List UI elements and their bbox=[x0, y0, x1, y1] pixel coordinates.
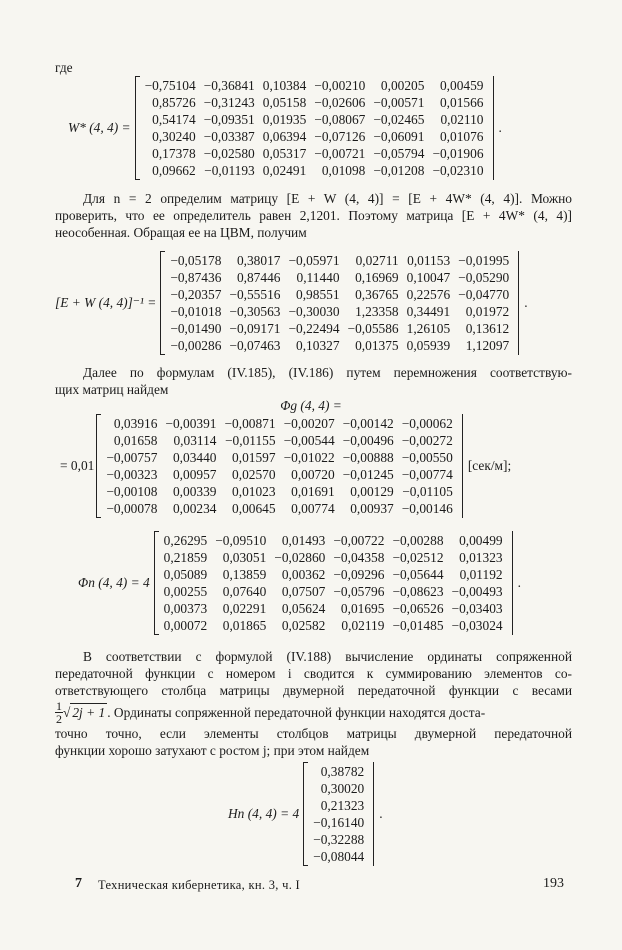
matrix-cell: 0,01023 bbox=[232, 484, 276, 499]
matrix-cell: −0,03024 bbox=[451, 618, 503, 633]
matrix-cell: 0,01076 bbox=[439, 129, 484, 144]
matrix-cell: −0,55516 bbox=[229, 287, 281, 302]
matrix-cell: 0,34491 bbox=[406, 304, 451, 319]
matrix-cell: 0,09662 bbox=[152, 163, 196, 178]
matrix-row bbox=[102, 415, 456, 432]
vector-cell: −0,32288 bbox=[313, 832, 365, 847]
matrix-table bbox=[141, 77, 488, 179]
matrix-cell: −0,01022 bbox=[283, 450, 335, 465]
matrix-cell: 0,13859 bbox=[222, 567, 267, 582]
matrix-cell: −0,00108 bbox=[106, 484, 158, 499]
matrix-cell: 0,00339 bbox=[172, 484, 217, 499]
vector-row bbox=[309, 831, 368, 848]
matrix-cell: −0,01490 bbox=[170, 321, 222, 336]
vector-row bbox=[309, 763, 368, 780]
matrix-cell: 0,17378 bbox=[152, 146, 196, 161]
matrix-cell: 0,03440 bbox=[172, 450, 217, 465]
matrix-cell: 0,02711 bbox=[355, 253, 399, 268]
matrix-cell: −0,02860 bbox=[274, 550, 326, 565]
matrix-table bbox=[102, 415, 456, 517]
matrix-cell: 0,01375 bbox=[355, 338, 399, 353]
matrix-brackets bbox=[96, 414, 462, 518]
matrix-cell: −0,87436 bbox=[170, 270, 222, 285]
matrix-cell: −0,09171 bbox=[229, 321, 281, 336]
matrix-cell: 0,00072 bbox=[163, 618, 208, 633]
vector-row bbox=[309, 797, 368, 814]
matrix-cell: −0,00323 bbox=[106, 467, 158, 482]
matrix-cell: −0,01018 bbox=[170, 304, 222, 319]
matrix-cell: 0,00362 bbox=[281, 567, 326, 582]
matrix-cell: −0,00571 bbox=[373, 95, 425, 110]
matrix-cell: −0,22494 bbox=[288, 321, 340, 336]
matrix-row bbox=[141, 145, 488, 162]
matrix-cell: 0,00774 bbox=[291, 501, 335, 516]
matrix-row bbox=[102, 432, 456, 449]
matrix-table bbox=[166, 252, 513, 354]
matrix-cell: 0,13612 bbox=[465, 321, 510, 336]
sqrt-radicand: 2j + 1 bbox=[72, 705, 106, 720]
matrix-cell: −0,05796 bbox=[333, 584, 385, 599]
matrix-row bbox=[141, 94, 488, 111]
matrix-cell: 0,02582 bbox=[281, 618, 326, 633]
matrix-cell: −0,00493 bbox=[451, 584, 503, 599]
equation-lhs: W* (4, 4) = bbox=[68, 120, 131, 135]
matrix-cell: 0,10384 bbox=[262, 78, 307, 93]
matrix-cell: 0,03051 bbox=[222, 550, 267, 565]
vector-cell: −0,08044 bbox=[313, 849, 365, 864]
vector-row bbox=[309, 780, 368, 797]
matrix-cell: −0,01485 bbox=[392, 618, 444, 633]
matrix-cell: −0,05586 bbox=[347, 321, 399, 336]
matrix-cell: −0,00888 bbox=[342, 450, 394, 465]
matrix-cell: 0,01098 bbox=[321, 163, 366, 178]
matrix-brackets bbox=[135, 76, 494, 180]
matrix-cell: 0,02110 bbox=[440, 112, 484, 127]
matrix-cell: 0,10327 bbox=[296, 338, 340, 353]
matrix-cell: 0,22576 bbox=[406, 287, 451, 302]
equation-phi-g bbox=[60, 414, 511, 518]
matrix-cell: 0,02570 bbox=[232, 467, 276, 482]
fraction-numerator: 1 bbox=[56, 698, 62, 713]
matrix-row bbox=[160, 532, 507, 549]
matrix-cell: 1,23358 bbox=[355, 304, 399, 319]
matrix-cell: −0,02465 bbox=[373, 112, 425, 127]
matrix-cell: −0,03387 bbox=[203, 129, 255, 144]
matrix-cell: 0,85726 bbox=[152, 95, 196, 110]
matrix-cell: 0,16969 bbox=[355, 270, 399, 285]
matrix-cell: −0,09296 bbox=[333, 567, 385, 582]
matrix-cell: −0,00871 bbox=[224, 416, 276, 431]
matrix-cell: −0,20357 bbox=[170, 287, 222, 302]
matrix-row bbox=[166, 252, 513, 269]
matrix-cell: 0,05158 bbox=[262, 95, 307, 110]
text-line: В соответствии с формулой (IV.188) вычисление ординаты сопряженной bbox=[83, 649, 572, 664]
matrix-cell: 0,36765 bbox=[355, 287, 399, 302]
vector-brackets bbox=[303, 762, 374, 866]
text-line: неособенная. Обращая ее на ЦВМ, получим bbox=[55, 225, 307, 240]
matrix-cell: 0,03114 bbox=[173, 433, 217, 448]
matrix-cell: −0,31243 bbox=[203, 95, 255, 110]
matrix-cell: 0,98551 bbox=[296, 287, 340, 302]
matrix-cell: 0,03916 bbox=[113, 416, 158, 431]
matrix-cell: −0,00721 bbox=[314, 146, 366, 161]
matrix-cell: 0,01566 bbox=[439, 95, 484, 110]
text-line: функции хорошо затухают с ростом j; при этом найдем bbox=[55, 743, 370, 758]
matrix-cell: 0,11440 bbox=[296, 270, 340, 285]
text-line: Далее по формулам (IV.185), (IV.186) путем перемножения соответствую- bbox=[83, 365, 572, 380]
matrix-cell: 0,00645 bbox=[232, 501, 276, 516]
matrix-cell: 1,26105 bbox=[406, 321, 451, 336]
matrix-cell: −0,07463 bbox=[229, 338, 281, 353]
matrix-row bbox=[102, 466, 456, 483]
vector-row bbox=[309, 814, 368, 831]
matrix-row bbox=[141, 162, 488, 179]
matrix-cell: 0,02119 bbox=[341, 618, 385, 633]
matrix-cell: −0,01155 bbox=[225, 433, 276, 448]
matrix-cell: 0,05939 bbox=[406, 338, 451, 353]
matrix-cell: −0,05178 bbox=[170, 253, 222, 268]
matrix-cell: −0,01906 bbox=[432, 146, 484, 161]
matrix-row bbox=[166, 286, 513, 303]
matrix-cell: −0,03403 bbox=[451, 601, 503, 616]
matrix-table bbox=[160, 532, 507, 634]
matrix-cell: 0,01153 bbox=[407, 253, 451, 268]
matrix-cell: 0,01597 bbox=[232, 450, 276, 465]
equation-suffix: . bbox=[498, 120, 502, 135]
matrix-cell: −0,00722 bbox=[333, 533, 385, 548]
matrix-cell: 0,01972 bbox=[465, 304, 510, 319]
vector-table bbox=[309, 763, 368, 865]
equation-units: [сек/м]; bbox=[467, 458, 512, 473]
matrix-cell: −0,02606 bbox=[314, 95, 366, 110]
matrix-row bbox=[141, 111, 488, 128]
matrix-cell: 0,05624 bbox=[281, 601, 326, 616]
matrix-cell: −0,02580 bbox=[203, 146, 255, 161]
matrix-cell: 0,01323 bbox=[459, 550, 503, 565]
footer-book-title: Техническая кибернетика, кн. 3, ч. I bbox=[98, 878, 301, 892]
matrix-cell: −0,06526 bbox=[392, 601, 444, 616]
matrix-cell: 0,01493 bbox=[281, 533, 326, 548]
matrix-cell: −0,04358 bbox=[333, 550, 385, 565]
matrix-cell: 0,00129 bbox=[350, 484, 394, 499]
matrix-cell: −0,00272 bbox=[401, 433, 453, 448]
matrix-cell: 0,00205 bbox=[380, 78, 425, 93]
vector-row bbox=[309, 848, 368, 865]
vector-cell: −0,16140 bbox=[313, 815, 365, 830]
matrix-cell: −0,36841 bbox=[203, 78, 255, 93]
matrix-cell: 0,87446 bbox=[236, 270, 281, 285]
matrix-cell: −0,00550 bbox=[401, 450, 453, 465]
matrix-cell: −0,75104 bbox=[144, 78, 196, 93]
matrix-cell: −0,05290 bbox=[458, 270, 510, 285]
matrix-row bbox=[160, 600, 507, 617]
matrix-cell: 1,12097 bbox=[465, 338, 510, 353]
matrix-cell: 0,07507 bbox=[281, 584, 326, 599]
matrix-cell: 0,00957 bbox=[172, 467, 217, 482]
equation-w-star bbox=[68, 76, 502, 180]
matrix-row bbox=[160, 617, 507, 634]
weight-fraction bbox=[55, 700, 63, 725]
matrix-row bbox=[141, 128, 488, 145]
equation-lhs: [E + W (4, 4)]⁻¹ = bbox=[55, 295, 157, 310]
matrix-cell: 0,06394 bbox=[262, 129, 307, 144]
matrix-cell: 0,00720 bbox=[291, 467, 335, 482]
matrix-cell: 0,00234 bbox=[172, 501, 217, 516]
equation-lhs: Hn (4, 4) = 4 bbox=[228, 806, 300, 821]
matrix-cell: −0,00774 bbox=[401, 467, 453, 482]
matrix-cell: −0,00286 bbox=[170, 338, 222, 353]
equation-inverse bbox=[55, 251, 528, 355]
matrix-cell: −0,01105 bbox=[402, 484, 453, 499]
matrix-row bbox=[160, 549, 507, 566]
matrix-cell: −0,00544 bbox=[283, 433, 335, 448]
vector-cell: 0,30020 bbox=[320, 781, 365, 796]
matrix-cell: −0,30563 bbox=[229, 304, 281, 319]
matrix-cell: −0,05794 bbox=[373, 146, 425, 161]
text-line: точно точно, если элементы столбцов матрицы двумерной передаточной bbox=[55, 726, 572, 741]
matrix-row bbox=[102, 449, 456, 466]
matrix-cell: −0,08623 bbox=[392, 584, 444, 599]
matrix-cell: −0,00496 bbox=[342, 433, 394, 448]
matrix-cell: −0,00146 bbox=[401, 501, 453, 516]
paragraph-determinant bbox=[55, 190, 572, 241]
equation-lhs: Φn (4, 4) = 4 bbox=[78, 575, 150, 590]
matrix-cell: 0,38017 bbox=[236, 253, 281, 268]
matrix-cell: 0,26295 bbox=[163, 533, 208, 548]
matrix-cell: −0,01245 bbox=[342, 467, 394, 482]
matrix-cell: 0,01691 bbox=[291, 484, 335, 499]
matrix-cell: −0,00142 bbox=[342, 416, 394, 431]
matrix-row bbox=[166, 269, 513, 286]
paragraph-formulas bbox=[55, 364, 572, 398]
matrix-cell: −0,00288 bbox=[392, 533, 444, 548]
matrix-cell: −0,05971 bbox=[288, 253, 340, 268]
matrix-cell: 0,07640 bbox=[222, 584, 267, 599]
fraction-denominator: 2 bbox=[56, 711, 62, 726]
matrix-cell: −0,06091 bbox=[373, 129, 425, 144]
matrix-cell: −0,00757 bbox=[106, 450, 158, 465]
matrix-cell: −0,09351 bbox=[203, 112, 255, 127]
matrix-cell: 0,00459 bbox=[439, 78, 484, 93]
matrix-cell: −0,09510 bbox=[215, 533, 267, 548]
matrix-cell: 0,05089 bbox=[163, 567, 208, 582]
matrix-cell: 0,01658 bbox=[113, 433, 158, 448]
matrix-cell: 0,10047 bbox=[406, 270, 451, 285]
text-line: Для n = 2 определим матрицу [E + W (4, 4)] = [E + 4W* (4, 4)]. Можно bbox=[83, 191, 572, 206]
matrix-row bbox=[166, 337, 513, 354]
matrix-brackets bbox=[154, 531, 513, 635]
matrix-cell: −0,07126 bbox=[314, 129, 366, 144]
matrix-cell: −0,02512 bbox=[392, 550, 444, 565]
footer-sheet-number: 7 bbox=[75, 876, 82, 891]
matrix-cell: −0,00210 bbox=[314, 78, 366, 93]
matrix-cell: −0,01995 bbox=[458, 253, 510, 268]
paragraph-conjugate bbox=[55, 648, 572, 759]
text-line: проверить, что ее определитель равен 2,1201. Поэтому матрица [E + 4W* (4, 4)] bbox=[55, 208, 572, 223]
equation-phi-n bbox=[78, 531, 521, 635]
matrix-cell: 0,02291 bbox=[222, 601, 267, 616]
matrix-cell: −0,00078 bbox=[106, 501, 158, 516]
matrix-cell: 0,30240 bbox=[152, 129, 196, 144]
text-line: щих матриц найдем bbox=[55, 382, 169, 397]
matrix-cell: −0,01193 bbox=[204, 163, 255, 178]
matrix-cell: 0,02491 bbox=[262, 163, 307, 178]
matrix-row bbox=[160, 583, 507, 600]
matrix-cell: −0,08067 bbox=[314, 112, 366, 127]
matrix-cell: 0,01192 bbox=[459, 567, 503, 582]
matrix-cell: 0,01935 bbox=[262, 112, 307, 127]
matrix-cell: −0,04770 bbox=[458, 287, 510, 302]
equation-h-n bbox=[228, 762, 383, 866]
matrix-brackets bbox=[160, 251, 519, 355]
matrix-cell: 0,00255 bbox=[163, 584, 208, 599]
matrix-cell: −0,02310 bbox=[432, 163, 484, 178]
matrix-cell: 0,01695 bbox=[340, 601, 385, 616]
page-number: 193 bbox=[543, 876, 564, 891]
matrix-cell: −0,00062 bbox=[401, 416, 453, 431]
vector-cell: 0,38782 bbox=[320, 764, 365, 779]
matrix-cell: 0,00373 bbox=[163, 601, 208, 616]
text-line: передаточной функции с номером i сводится к суммированию элементов со- bbox=[55, 666, 572, 681]
matrix-cell: 0,00499 bbox=[459, 533, 503, 548]
matrix-cell: −0,01208 bbox=[373, 163, 425, 178]
phi-g-label: Φg (4, 4) = bbox=[280, 398, 342, 413]
matrix-cell: 0,05317 bbox=[262, 146, 307, 161]
text-line: ответствующего столбца матрицы двумерной передаточной функции с весами bbox=[55, 683, 572, 698]
equation-suffix: . bbox=[379, 806, 383, 821]
equation-lhs: = 0,01 bbox=[60, 458, 95, 473]
text-line: . Ординаты сопряженной передаточной функции находятся доста- bbox=[107, 704, 486, 720]
matrix-cell: 0,21859 bbox=[163, 550, 208, 565]
vector-cell: 0,21323 bbox=[320, 798, 365, 813]
matrix-cell: 0,00937 bbox=[350, 501, 394, 516]
matrix-row bbox=[141, 77, 488, 94]
matrix-cell: −0,05644 bbox=[392, 567, 444, 582]
matrix-row bbox=[166, 320, 513, 337]
matrix-row bbox=[160, 566, 507, 583]
matrix-cell: 0,01865 bbox=[222, 618, 267, 633]
matrix-row bbox=[102, 500, 456, 517]
equation-suffix: . bbox=[517, 575, 521, 590]
matrix-cell: −0,00207 bbox=[283, 416, 335, 431]
weight-line bbox=[55, 699, 572, 725]
matrix-cell: −0,30030 bbox=[288, 304, 340, 319]
sqrt-sign: √ bbox=[63, 704, 71, 720]
matrix-cell: −0,00391 bbox=[165, 416, 217, 431]
matrix-row bbox=[166, 303, 513, 320]
matrix-row bbox=[102, 483, 456, 500]
intro-word: где bbox=[55, 60, 73, 75]
equation-suffix: . bbox=[524, 295, 528, 310]
matrix-cell: 0,54174 bbox=[152, 112, 196, 127]
